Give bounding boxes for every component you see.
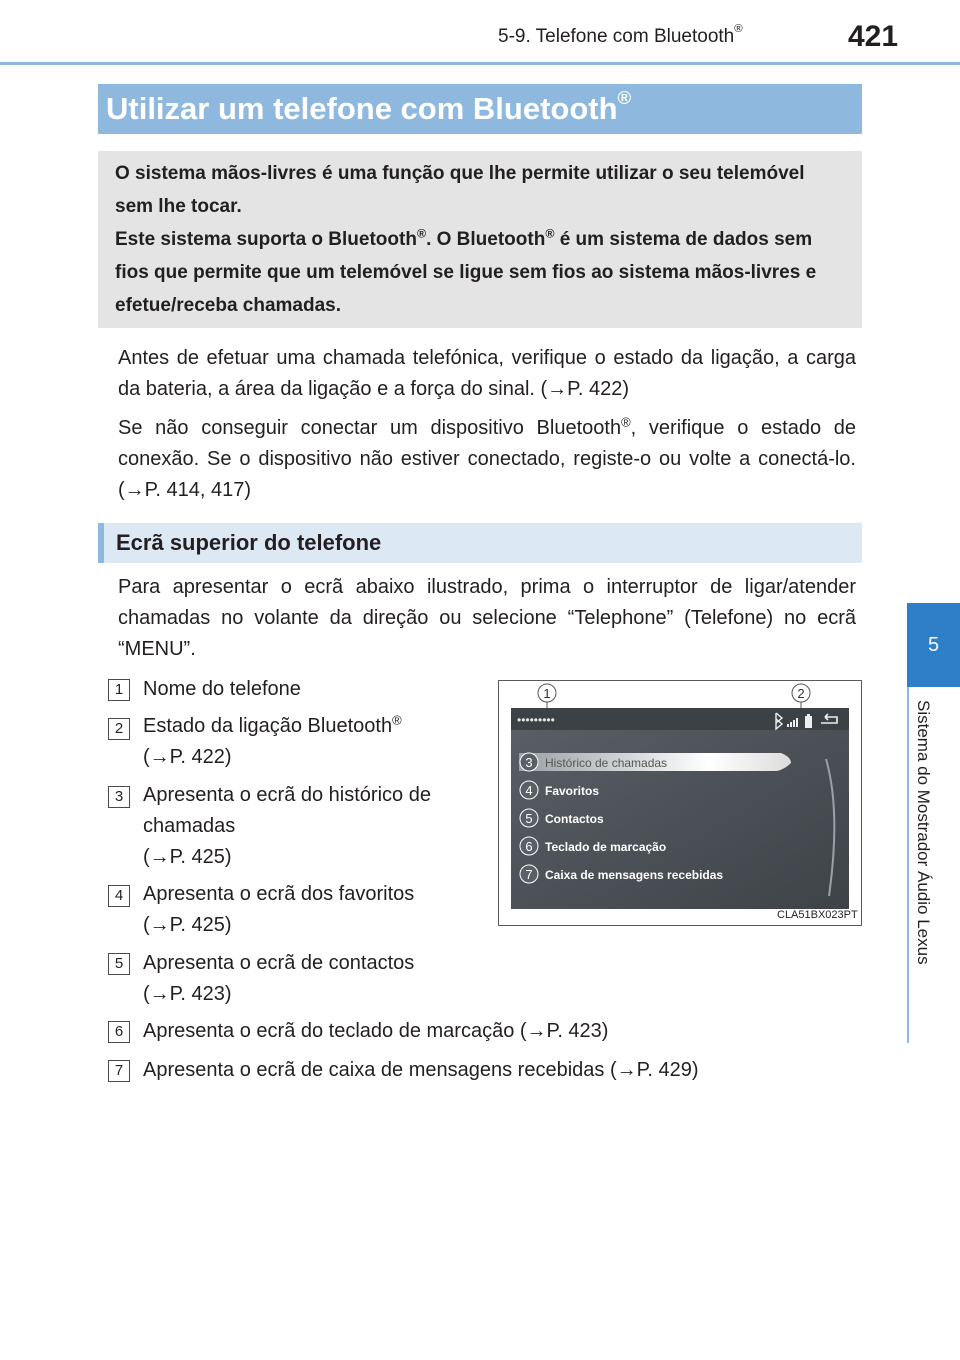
summary-box (98, 151, 862, 328)
callout-6: 6 (525, 839, 533, 854)
chapter-tab: 5 (907, 603, 960, 687)
item-text-5 (143, 948, 414, 1010)
item-3-line-2: chamadas (143, 815, 236, 837)
phone-name: ••••••••• (517, 713, 555, 727)
header-title-text: 5-9. Telefone com Bluetooth (498, 26, 735, 47)
registered-mark: ® (392, 712, 402, 728)
menu-item-messages: Caixa de mensagens recebidas (545, 868, 724, 882)
telephone-screen-figure (498, 680, 862, 926)
item-4-line-2: (→P. 425) (143, 914, 232, 936)
registered-mark: ® (621, 414, 631, 430)
item-number-2: 2 (108, 718, 130, 740)
figure-code: CLA51BX023PT (777, 909, 858, 921)
item-text-2 (143, 711, 402, 773)
summary-p2-part-b: . O Bluetooth (426, 229, 546, 250)
body-paragraph-2 (118, 413, 856, 506)
callout-7: 7 (525, 867, 533, 882)
subsection-title: Ecrã superior do telefone (98, 523, 862, 563)
section-title (98, 84, 862, 134)
item-3-line-3: (→P. 425) (143, 846, 232, 868)
item-1-line-1: Nome do telefone (143, 678, 301, 700)
callout-4: 4 (525, 783, 533, 798)
subsection-intro: Para apresentar o ecrã abaixo ilustrado, prima o interruptor de ligar/atender chamadas no volante da direção ou selecione “Telephone” (Telefone) no ecrã “MENU”. (118, 576, 856, 660)
item-number-3: 3 (108, 786, 130, 808)
summary-p2-part-a: Este sistema suporta o Bluetooth (115, 229, 417, 250)
registered-mark: ® (734, 23, 743, 36)
menu-item-keypad: Teclado de marcação (545, 840, 667, 854)
item-5-line-2: (→P. 423) (143, 983, 232, 1005)
summary-p2-part-c: é um sistema de dados sem fios que permite que um telemóvel se ligue sem fios ao sistema mãos-livres e efetue/receba chamadas. (115, 229, 817, 316)
item-number-4: 4 (108, 885, 130, 907)
item-text-1 (143, 674, 301, 705)
item-text-7: Apresenta o ecrã de caixa de mensagens recebidas (→P. 429) (143, 1059, 699, 1081)
callout-3: 3 (525, 755, 533, 770)
chapter-label-text: Sistema do Mostrador Áudio Lexus (914, 700, 933, 965)
battery-icon (805, 714, 812, 728)
callout-2: 2 (797, 686, 805, 701)
item-text-4 (143, 879, 414, 941)
body-paragraph-1: Antes de efetuar uma chamada telefónica, verifique o estado da ligação, a carga da bateria, a área da ligação e a força do sinal. (→P. 422) (118, 347, 856, 400)
menu-item-favorites: Favoritos (545, 784, 600, 798)
item-4-line-1: Apresenta o ecrã dos favoritos (143, 883, 415, 905)
header-rule (0, 62, 960, 65)
registered-mark: ® (545, 226, 555, 241)
item-text-6: Apresenta o ecrã do teclado de marcação (→P. 423) (143, 1020, 609, 1042)
item-2-line-2: (→P. 422) (143, 746, 232, 768)
body-p2-part-b: , verifique o estado de conexão. Se o dispositivo não estiver conectado, registe-o ou volte a conectá-lo. (→P. 414, 417) (118, 417, 856, 501)
page-number: 421 (848, 20, 899, 53)
callout-5: 5 (525, 811, 533, 826)
status-bar (511, 708, 849, 730)
section-title-text: Utilizar um telefone com Bluetooth (106, 91, 618, 126)
item-text-3 (143, 780, 481, 873)
item-number-6: 6 (108, 1021, 130, 1043)
menu-item-call-history: Histórico de chamadas (545, 756, 668, 770)
item-number-7: 7 (108, 1060, 130, 1082)
item-number-5: 5 (108, 953, 130, 975)
summary-paragraph-2 (115, 223, 846, 322)
callout-1: 1 (543, 686, 551, 701)
menu-item-contacts: Contactos (545, 812, 604, 826)
item-5-line-1: Apresenta o ecrã de contactos (143, 952, 415, 974)
running-header (498, 23, 743, 48)
item-3-line-1: Apresenta o ecrã do histórico de (143, 784, 431, 806)
item-2-line-1: Estado da ligação Bluetooth (143, 715, 393, 737)
registered-mark: ® (416, 226, 427, 241)
item-number-1: 1 (108, 679, 130, 701)
body-p2-part-a: Se não conseguir conectar um dispositivo Bluetooth (118, 417, 622, 439)
summary-paragraph-1: O sistema mãos-livres é uma função que lhe permite utilizar o seu telemóvel sem lhe tocar. (115, 163, 805, 217)
registered-mark: ® (617, 86, 632, 108)
telephone-screen-illustration (499, 681, 861, 925)
